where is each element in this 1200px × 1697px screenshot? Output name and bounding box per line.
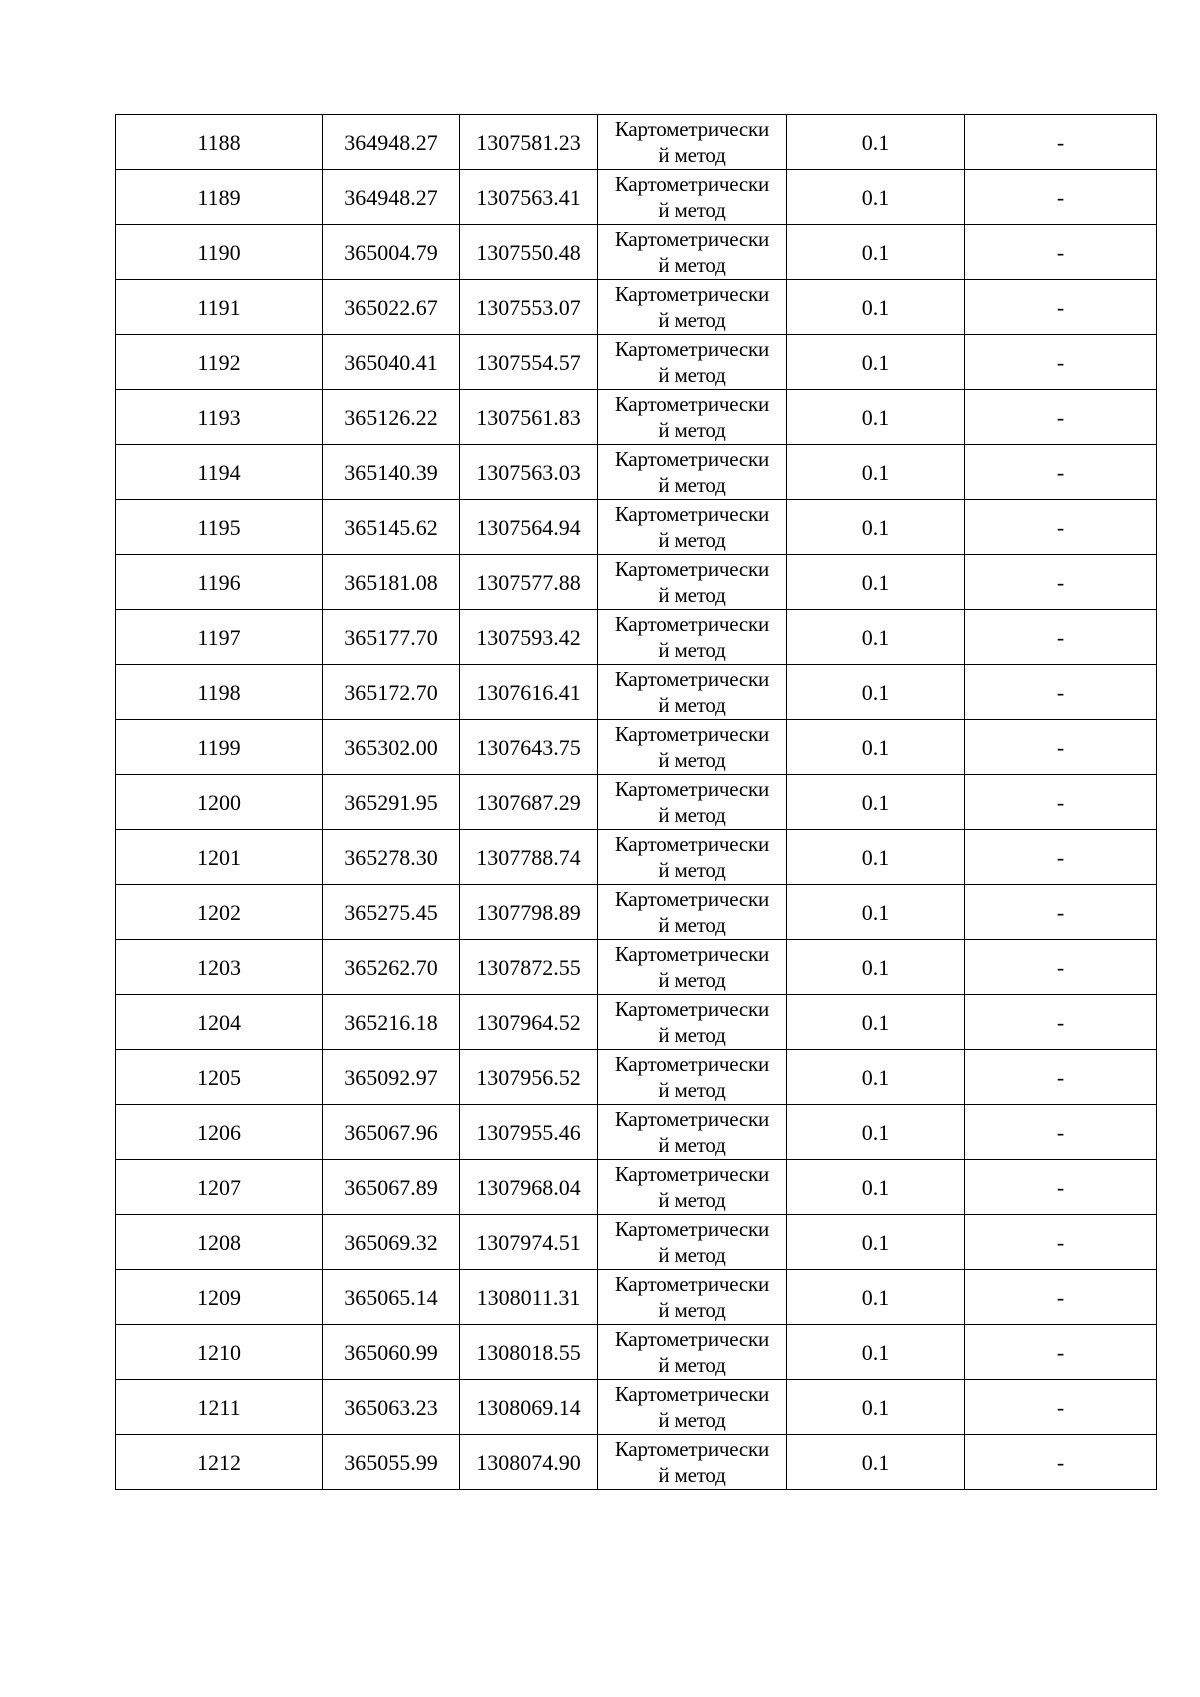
- note-cell: -: [965, 280, 1157, 335]
- method-text-line1: Картометрически: [614, 447, 770, 471]
- table-row: [116, 500, 1157, 555]
- table-row: [116, 1105, 1157, 1160]
- table-row: [116, 830, 1157, 885]
- y-coordinate-cell: 1307553.07: [460, 280, 598, 335]
- method-cell: [598, 610, 787, 665]
- table-row: [116, 1270, 1157, 1325]
- x-coordinate-cell: 365181.08: [323, 555, 460, 610]
- method-text-line1: Картометрически: [614, 832, 770, 856]
- method-cell: [598, 1050, 787, 1105]
- method-cell: [598, 1270, 787, 1325]
- method-text-line2: й метод: [658, 198, 726, 222]
- point-number-cell: 1197: [116, 610, 323, 665]
- method-text-line1: Картометрически: [614, 392, 770, 416]
- table-row: [116, 1435, 1157, 1490]
- method-cell: [598, 1160, 787, 1215]
- x-coordinate-cell: 365063.23: [323, 1380, 460, 1435]
- note-cell: -: [965, 170, 1157, 225]
- accuracy-cell: 0.1: [787, 1270, 965, 1325]
- method-cell: [598, 830, 787, 885]
- method-text-line1: Картометрически: [614, 942, 770, 966]
- point-number-cell: 1204: [116, 995, 323, 1050]
- method-cell: [598, 445, 787, 500]
- method-text-line1: Картометрически: [614, 997, 770, 1021]
- coordinates-table-body: [116, 115, 1157, 1490]
- table-row: [116, 995, 1157, 1050]
- table-row: [116, 885, 1157, 940]
- note-cell: -: [965, 1325, 1157, 1380]
- accuracy-cell: 0.1: [787, 225, 965, 280]
- point-number-cell: 1192: [116, 335, 323, 390]
- table-row: [116, 775, 1157, 830]
- method-text-line2: й метод: [658, 1243, 726, 1267]
- x-coordinate-cell: 365060.99: [323, 1325, 460, 1380]
- x-coordinate-cell: 365291.95: [323, 775, 460, 830]
- method-text-line2: й метод: [658, 748, 726, 772]
- table-row: [116, 1160, 1157, 1215]
- table-row: [116, 555, 1157, 610]
- point-number-cell: 1203: [116, 940, 323, 995]
- method-text-line1: Картометрически: [614, 117, 770, 141]
- method-cell: [598, 1380, 787, 1435]
- method-cell: [598, 720, 787, 775]
- x-coordinate-cell: 365278.30: [323, 830, 460, 885]
- y-coordinate-cell: 1308018.55: [460, 1325, 598, 1380]
- table-row: [116, 225, 1157, 280]
- method-text-line1: Картометрически: [614, 282, 770, 306]
- method-text-line2: й метод: [658, 1023, 726, 1047]
- method-text-line2: й метод: [658, 913, 726, 937]
- method-cell: [598, 280, 787, 335]
- y-coordinate-cell: 1307687.29: [460, 775, 598, 830]
- point-number-cell: 1210: [116, 1325, 323, 1380]
- x-coordinate-cell: 365022.67: [323, 280, 460, 335]
- x-coordinate-cell: 364948.27: [323, 115, 460, 170]
- x-coordinate-cell: 365177.70: [323, 610, 460, 665]
- method-text-line1: Картометрически: [614, 777, 770, 801]
- note-cell: -: [965, 940, 1157, 995]
- method-text-line2: й метод: [658, 1188, 726, 1212]
- note-cell: -: [965, 995, 1157, 1050]
- method-text-line1: Картометрически: [614, 1107, 770, 1131]
- method-cell: [598, 995, 787, 1050]
- note-cell: -: [965, 1105, 1157, 1160]
- x-coordinate-cell: 365092.97: [323, 1050, 460, 1105]
- method-cell: [598, 170, 787, 225]
- note-cell: -: [965, 1270, 1157, 1325]
- x-coordinate-cell: 365262.70: [323, 940, 460, 995]
- method-text-line2: й метод: [658, 363, 726, 387]
- method-text-line2: й метод: [658, 308, 726, 332]
- method-text-line1: Картометрически: [614, 1382, 770, 1406]
- y-coordinate-cell: 1307564.94: [460, 500, 598, 555]
- method-cell: [598, 115, 787, 170]
- point-number-cell: 1195: [116, 500, 323, 555]
- method-text-line1: Картометрически: [614, 172, 770, 196]
- y-coordinate-cell: 1307643.75: [460, 720, 598, 775]
- y-coordinate-cell: 1307563.41: [460, 170, 598, 225]
- y-coordinate-cell: 1308069.14: [460, 1380, 598, 1435]
- point-number-cell: 1188: [116, 115, 323, 170]
- method-text-line1: Картометрически: [614, 227, 770, 251]
- method-text-line2: й метод: [658, 968, 726, 992]
- x-coordinate-cell: 365040.41: [323, 335, 460, 390]
- x-coordinate-cell: 365140.39: [323, 445, 460, 500]
- table-row: [116, 445, 1157, 500]
- y-coordinate-cell: 1307577.88: [460, 555, 598, 610]
- accuracy-cell: 0.1: [787, 995, 965, 1050]
- x-coordinate-cell: 365004.79: [323, 225, 460, 280]
- point-number-cell: 1200: [116, 775, 323, 830]
- table-row: [116, 115, 1157, 170]
- method-cell: [598, 225, 787, 280]
- method-cell: [598, 555, 787, 610]
- point-number-cell: 1190: [116, 225, 323, 280]
- method-text-line2: й метод: [658, 143, 726, 167]
- x-coordinate-cell: 365172.70: [323, 665, 460, 720]
- method-cell: [598, 885, 787, 940]
- method-text-line2: й метод: [658, 1133, 726, 1157]
- method-text-line1: Картометрически: [614, 887, 770, 911]
- method-text-line2: й метод: [658, 1408, 726, 1432]
- y-coordinate-cell: 1307964.52: [460, 995, 598, 1050]
- accuracy-cell: 0.1: [787, 390, 965, 445]
- method-cell: [598, 940, 787, 995]
- method-cell: [598, 1215, 787, 1270]
- point-number-cell: 1194: [116, 445, 323, 500]
- point-number-cell: 1211: [116, 1380, 323, 1435]
- note-cell: -: [965, 665, 1157, 720]
- method-cell: [598, 390, 787, 445]
- method-text-line1: Картометрически: [614, 722, 770, 746]
- method-text-line2: й метод: [658, 1353, 726, 1377]
- y-coordinate-cell: 1307872.55: [460, 940, 598, 995]
- point-number-cell: 1202: [116, 885, 323, 940]
- table-row: [116, 610, 1157, 665]
- accuracy-cell: 0.1: [787, 830, 965, 885]
- accuracy-cell: 0.1: [787, 885, 965, 940]
- accuracy-cell: 0.1: [787, 1380, 965, 1435]
- x-coordinate-cell: 365055.99: [323, 1435, 460, 1490]
- x-coordinate-cell: 365126.22: [323, 390, 460, 445]
- note-cell: -: [965, 1380, 1157, 1435]
- note-cell: -: [965, 775, 1157, 830]
- note-cell: -: [965, 1435, 1157, 1490]
- point-number-cell: 1207: [116, 1160, 323, 1215]
- table-row: [116, 280, 1157, 335]
- accuracy-cell: 0.1: [787, 1325, 965, 1380]
- accuracy-cell: 0.1: [787, 940, 965, 995]
- table-row: [116, 335, 1157, 390]
- note-cell: -: [965, 1215, 1157, 1270]
- method-cell: [598, 500, 787, 555]
- method-text-line2: й метод: [658, 1298, 726, 1322]
- point-number-cell: 1189: [116, 170, 323, 225]
- point-number-cell: 1208: [116, 1215, 323, 1270]
- note-cell: -: [965, 1050, 1157, 1105]
- y-coordinate-cell: 1307788.74: [460, 830, 598, 885]
- accuracy-cell: 0.1: [787, 1050, 965, 1105]
- accuracy-cell: 0.1: [787, 500, 965, 555]
- accuracy-cell: 0.1: [787, 555, 965, 610]
- method-text-line1: Картометрически: [614, 1162, 770, 1186]
- method-text-line2: й метод: [658, 1463, 726, 1487]
- accuracy-cell: 0.1: [787, 1215, 965, 1270]
- y-coordinate-cell: 1307955.46: [460, 1105, 598, 1160]
- note-cell: -: [965, 610, 1157, 665]
- note-cell: -: [965, 225, 1157, 280]
- method-text-line2: й метод: [658, 858, 726, 882]
- point-number-cell: 1205: [116, 1050, 323, 1105]
- method-text-line1: Картометрически: [614, 502, 770, 526]
- x-coordinate-cell: 365216.18: [323, 995, 460, 1050]
- point-number-cell: 1198: [116, 665, 323, 720]
- accuracy-cell: 0.1: [787, 115, 965, 170]
- y-coordinate-cell: 1307561.83: [460, 390, 598, 445]
- method-cell: [598, 1435, 787, 1490]
- table-row: [116, 665, 1157, 720]
- y-coordinate-cell: 1307581.23: [460, 115, 598, 170]
- accuracy-cell: 0.1: [787, 665, 965, 720]
- method-text-line1: Картометрически: [614, 1217, 770, 1241]
- table-row: [116, 720, 1157, 775]
- point-number-cell: 1206: [116, 1105, 323, 1160]
- method-text-line1: Картометрически: [614, 1272, 770, 1296]
- note-cell: -: [965, 115, 1157, 170]
- accuracy-cell: 0.1: [787, 1435, 965, 1490]
- y-coordinate-cell: 1308011.31: [460, 1270, 598, 1325]
- method-text-line2: й метод: [658, 583, 726, 607]
- accuracy-cell: 0.1: [787, 280, 965, 335]
- y-coordinate-cell: 1307974.51: [460, 1215, 598, 1270]
- note-cell: -: [965, 335, 1157, 390]
- x-coordinate-cell: 365065.14: [323, 1270, 460, 1325]
- x-coordinate-cell: 365067.89: [323, 1160, 460, 1215]
- point-number-cell: 1212: [116, 1435, 323, 1490]
- accuracy-cell: 0.1: [787, 775, 965, 830]
- note-cell: -: [965, 500, 1157, 555]
- note-cell: -: [965, 390, 1157, 445]
- accuracy-cell: 0.1: [787, 720, 965, 775]
- method-text-line1: Картометрически: [614, 557, 770, 581]
- method-text-line1: Картометрически: [614, 1327, 770, 1351]
- table-row: [116, 1050, 1157, 1105]
- x-coordinate-cell: 365302.00: [323, 720, 460, 775]
- accuracy-cell: 0.1: [787, 610, 965, 665]
- method-text-line1: Картометрически: [614, 667, 770, 691]
- x-coordinate-cell: 364948.27: [323, 170, 460, 225]
- table-row: [116, 1325, 1157, 1380]
- x-coordinate-cell: 365275.45: [323, 885, 460, 940]
- note-cell: -: [965, 885, 1157, 940]
- table-row: [116, 170, 1157, 225]
- note-cell: -: [965, 720, 1157, 775]
- coordinates-table: [115, 114, 1157, 1490]
- note-cell: -: [965, 830, 1157, 885]
- y-coordinate-cell: 1308074.90: [460, 1435, 598, 1490]
- method-cell: [598, 335, 787, 390]
- accuracy-cell: 0.1: [787, 445, 965, 500]
- method-text-line1: Картометрически: [614, 1052, 770, 1076]
- method-cell: [598, 775, 787, 830]
- point-number-cell: 1193: [116, 390, 323, 445]
- method-text-line2: й метод: [658, 1078, 726, 1102]
- point-number-cell: 1201: [116, 830, 323, 885]
- method-text-line2: й метод: [658, 803, 726, 827]
- method-text-line2: й метод: [658, 528, 726, 552]
- x-coordinate-cell: 365067.96: [323, 1105, 460, 1160]
- accuracy-cell: 0.1: [787, 1105, 965, 1160]
- method-text-line2: й метод: [658, 473, 726, 497]
- method-text-line2: й метод: [658, 253, 726, 277]
- point-number-cell: 1196: [116, 555, 323, 610]
- y-coordinate-cell: 1307593.42: [460, 610, 598, 665]
- point-number-cell: 1209: [116, 1270, 323, 1325]
- y-coordinate-cell: 1307616.41: [460, 665, 598, 720]
- note-cell: -: [965, 555, 1157, 610]
- method-text-line1: Картометрически: [614, 1437, 770, 1461]
- y-coordinate-cell: 1307798.89: [460, 885, 598, 940]
- method-text-line2: й метод: [658, 638, 726, 662]
- method-cell: [598, 1325, 787, 1380]
- method-text-line1: Картометрически: [614, 612, 770, 636]
- table-row: [116, 1380, 1157, 1435]
- method-cell: [598, 665, 787, 720]
- y-coordinate-cell: 1307550.48: [460, 225, 598, 280]
- point-number-cell: 1191: [116, 280, 323, 335]
- method-text-line2: й метод: [658, 693, 726, 717]
- accuracy-cell: 0.1: [787, 1160, 965, 1215]
- table-row: [116, 390, 1157, 445]
- y-coordinate-cell: 1307968.04: [460, 1160, 598, 1215]
- method-text-line1: Картометрически: [614, 337, 770, 361]
- y-coordinate-cell: 1307554.57: [460, 335, 598, 390]
- y-coordinate-cell: 1307956.52: [460, 1050, 598, 1105]
- note-cell: -: [965, 445, 1157, 500]
- table-row: [116, 940, 1157, 995]
- method-cell: [598, 1105, 787, 1160]
- y-coordinate-cell: 1307563.03: [460, 445, 598, 500]
- point-number-cell: 1199: [116, 720, 323, 775]
- method-text-line2: й метод: [658, 418, 726, 442]
- table-row: [116, 1215, 1157, 1270]
- accuracy-cell: 0.1: [787, 170, 965, 225]
- x-coordinate-cell: 365145.62: [323, 500, 460, 555]
- x-coordinate-cell: 365069.32: [323, 1215, 460, 1270]
- accuracy-cell: 0.1: [787, 335, 965, 390]
- note-cell: -: [965, 1160, 1157, 1215]
